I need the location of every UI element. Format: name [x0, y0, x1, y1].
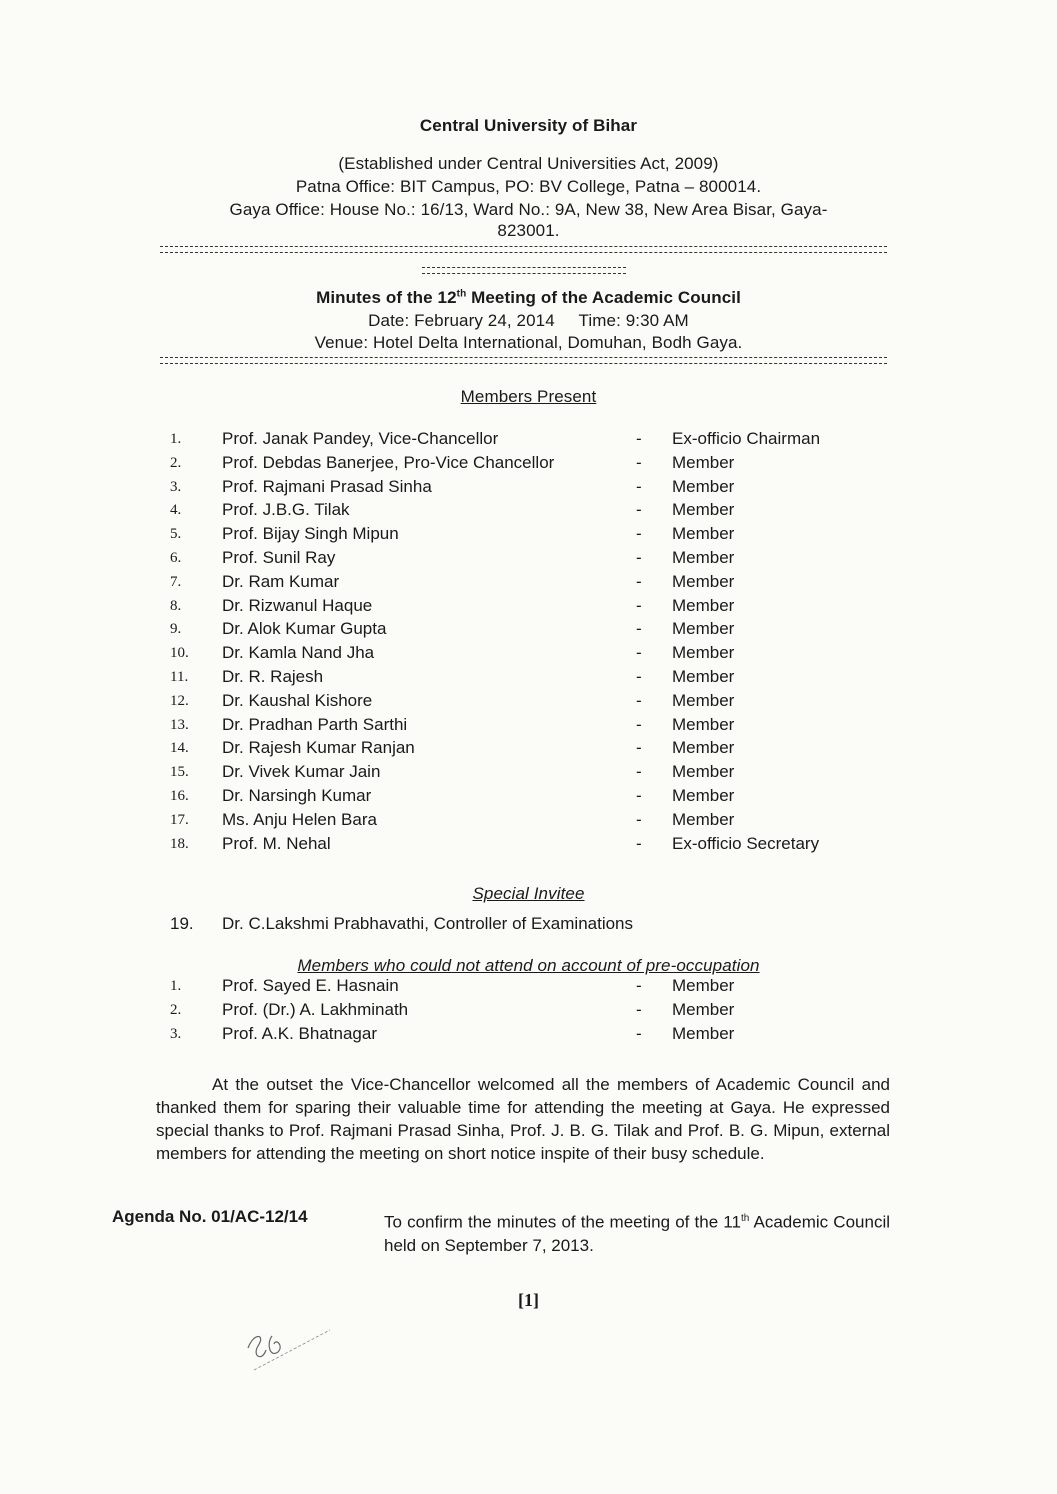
member-row	[0, 738, 1057, 762]
university-name: Central University of Bihar	[419, 116, 638, 135]
member-name: Dr. Ram Kumar	[222, 571, 340, 591]
patna-office-line: Patna Office: BIT Campus, PO: BV College, Patna – 800014.	[295, 177, 762, 196]
row-number: 15.	[170, 764, 189, 781]
dashed-divider	[160, 357, 887, 364]
minutes-title: Minutes of the 12th Meeting of the Academic Council	[316, 288, 741, 307]
absent-members-heading: Members who could not attend on account of pre-occupation	[297, 956, 760, 975]
page-number: [1]	[518, 1290, 539, 1310]
dashed-divider	[160, 246, 887, 253]
member-role: Ex-officio Secretary	[672, 833, 820, 853]
separator-dash: -	[636, 1024, 642, 1043]
member-role: Member	[672, 500, 735, 520]
member-row	[0, 500, 1057, 524]
member-name: Prof. J.B.G. Tilak	[222, 500, 350, 520]
member-name: Prof. A.K. Bhatnagar	[222, 1024, 377, 1043]
member-row	[0, 786, 1057, 810]
member-name: Prof. Sayed E. Hasnain	[222, 976, 399, 995]
separator-dash: -	[636, 476, 642, 496]
member-name: Dr. Vivek Kumar Jain	[222, 762, 381, 782]
member-row	[0, 477, 1057, 501]
separator-dash: -	[636, 500, 642, 520]
row-number: 7.	[170, 573, 182, 590]
special-invitee-heading: Special Invitee	[472, 884, 585, 903]
separator-dash: -	[636, 548, 642, 567]
separator-dash: -	[636, 976, 642, 995]
established-line: (Established under Central Universities Act, 2009)	[338, 154, 719, 173]
member-role: Member	[672, 548, 735, 567]
row-number: 6.	[170, 550, 182, 566]
row-number: 16.	[170, 788, 189, 804]
member-name: Dr. Narsingh Kumar	[222, 786, 372, 805]
separator-dash: -	[636, 429, 642, 448]
member-role: Member	[672, 619, 735, 639]
member-role: Member	[672, 643, 735, 663]
special-invitee-name: Dr. C.Lakshmi Prabhavathi, Controller of Examinations	[222, 914, 634, 933]
row-number: 1.	[170, 978, 182, 994]
member-name: Prof. Sunil Ray	[222, 548, 336, 567]
member-role: Member	[672, 690, 735, 710]
member-name: Dr. Rajesh Kumar Ranjan	[222, 738, 415, 758]
member-row	[0, 810, 1057, 834]
member-name: Dr. Pradhan Parth Sarthi	[222, 714, 408, 734]
separator-dash: -	[636, 762, 642, 782]
members-present-heading: Members Present	[460, 387, 597, 406]
member-role: Member	[672, 452, 735, 472]
member-name: Dr. Alok Kumar Gupta	[222, 619, 387, 639]
separator-dash: -	[636, 809, 642, 829]
separator-dash: -	[636, 714, 642, 734]
member-name: Prof. Rajmani Prasad Sinha	[222, 476, 432, 496]
meeting-venue: Venue: Hotel Delta International, Domuhan, Bodh Gaya.	[314, 333, 743, 352]
row-number: 3.	[170, 1026, 182, 1042]
member-row	[0, 691, 1057, 715]
meeting-date-time: Date: February 24, 2014 Time: 9:30 AM	[368, 311, 689, 330]
separator-dash: -	[636, 786, 642, 805]
separator-dash: -	[636, 690, 642, 710]
row-number: 13.	[170, 716, 189, 733]
member-row	[0, 548, 1057, 572]
member-name: Prof. Bijay Singh Mipun	[222, 524, 399, 544]
member-role: Member	[672, 524, 735, 544]
member-role: Ex-officio Chairman	[672, 429, 821, 448]
member-name: Ms. Anju Helen Bara	[222, 809, 377, 829]
row-number: 11.	[170, 669, 189, 685]
member-role: Member	[672, 714, 735, 734]
member-name: Prof. Janak Pandey, Vice-Chancellor	[222, 429, 499, 448]
member-name: Dr. R. Rajesh	[222, 667, 324, 686]
row-number: 18.	[170, 835, 189, 852]
gaya-office-line: Gaya Office: House No.: 16/13, Ward No.: 9A, New 38, New Area Bisar, Gaya-	[229, 200, 828, 219]
handwritten-initials	[240, 1318, 340, 1378]
member-role: Member	[672, 738, 735, 758]
member-row	[0, 667, 1057, 691]
separator-dash: -	[636, 643, 642, 663]
member-role: Member	[672, 571, 735, 591]
member-role: Member	[672, 476, 735, 496]
member-role: Member	[672, 667, 735, 686]
agenda-text: To confirm the minutes of the meeting of the 11th Academic Council held on September 7, 2013.	[384, 1212, 890, 1255]
row-number: 5.	[170, 526, 182, 543]
member-row	[0, 453, 1057, 477]
row-number: 8.	[170, 597, 182, 614]
row-number: 17.	[170, 811, 189, 828]
opening-paragraph: At the outset the Vice-Chancellor welcomed all the members of Academic Council and thanked them for sparing their valuable time for attending the meeting at Gaya. He expressed special thanks to Prof. Rajmani Prasad Sinha, Prof. J. B. G. Tilak and Prof. B. G. Mipun, external members for attending the meeting on short notice inspite of their busy schedule.	[156, 1075, 890, 1163]
member-role: Member	[672, 595, 735, 615]
member-name: Dr. Rizwanul Haque	[222, 595, 373, 615]
member-row	[0, 524, 1057, 548]
member-role: Member	[672, 809, 735, 829]
agenda-label: Agenda No. 01/AC-12/14	[112, 1207, 308, 1226]
member-row	[0, 1024, 1057, 1048]
member-role: Member	[672, 976, 735, 995]
row-number: 10.	[170, 645, 189, 662]
member-row	[0, 1000, 1057, 1024]
member-role: Member	[672, 1000, 735, 1019]
member-role: Member	[672, 1024, 735, 1043]
row-number: 19.	[170, 914, 194, 933]
member-name: Prof. (Dr.) A. Lakhminath	[222, 1000, 409, 1019]
member-row	[0, 976, 1057, 1000]
member-row	[0, 643, 1057, 667]
row-number: 4.	[170, 502, 182, 519]
separator-dash: -	[636, 452, 642, 472]
separator-dash: -	[636, 595, 642, 615]
separator-dash: -	[636, 667, 642, 686]
special-invitee-row	[0, 914, 1057, 938]
member-role: Member	[672, 762, 735, 782]
separator-dash: -	[636, 833, 642, 853]
member-name: Prof. Debdas Banerjee, Pro-Vice Chancellor	[222, 452, 555, 472]
separator-dash: -	[636, 524, 642, 544]
separator-dash: -	[636, 1000, 642, 1019]
separator-dash: -	[636, 738, 642, 758]
row-number: 3.	[170, 478, 182, 495]
member-row	[0, 572, 1057, 596]
row-number: 9.	[170, 621, 182, 638]
row-number: 14.	[170, 740, 189, 757]
member-row	[0, 762, 1057, 786]
member-row	[0, 834, 1057, 858]
member-role: Member	[672, 786, 735, 805]
member-name: Prof. M. Nehal	[222, 833, 331, 853]
separator-dash: -	[636, 571, 642, 591]
member-name: Dr. Kaushal Kishore	[222, 690, 373, 710]
member-row	[0, 596, 1057, 620]
gaya-office-pin: 823001.	[497, 221, 560, 240]
member-row	[0, 715, 1057, 739]
dashed-divider-short	[422, 267, 626, 274]
member-row	[0, 429, 1057, 453]
row-number: 2.	[170, 454, 182, 471]
member-name: Dr. Kamla Nand Jha	[222, 643, 375, 663]
row-number: 12.	[170, 692, 189, 709]
separator-dash: -	[636, 619, 642, 639]
row-number: 1.	[170, 431, 182, 447]
member-row	[0, 619, 1057, 643]
row-number: 2.	[170, 1002, 182, 1018]
